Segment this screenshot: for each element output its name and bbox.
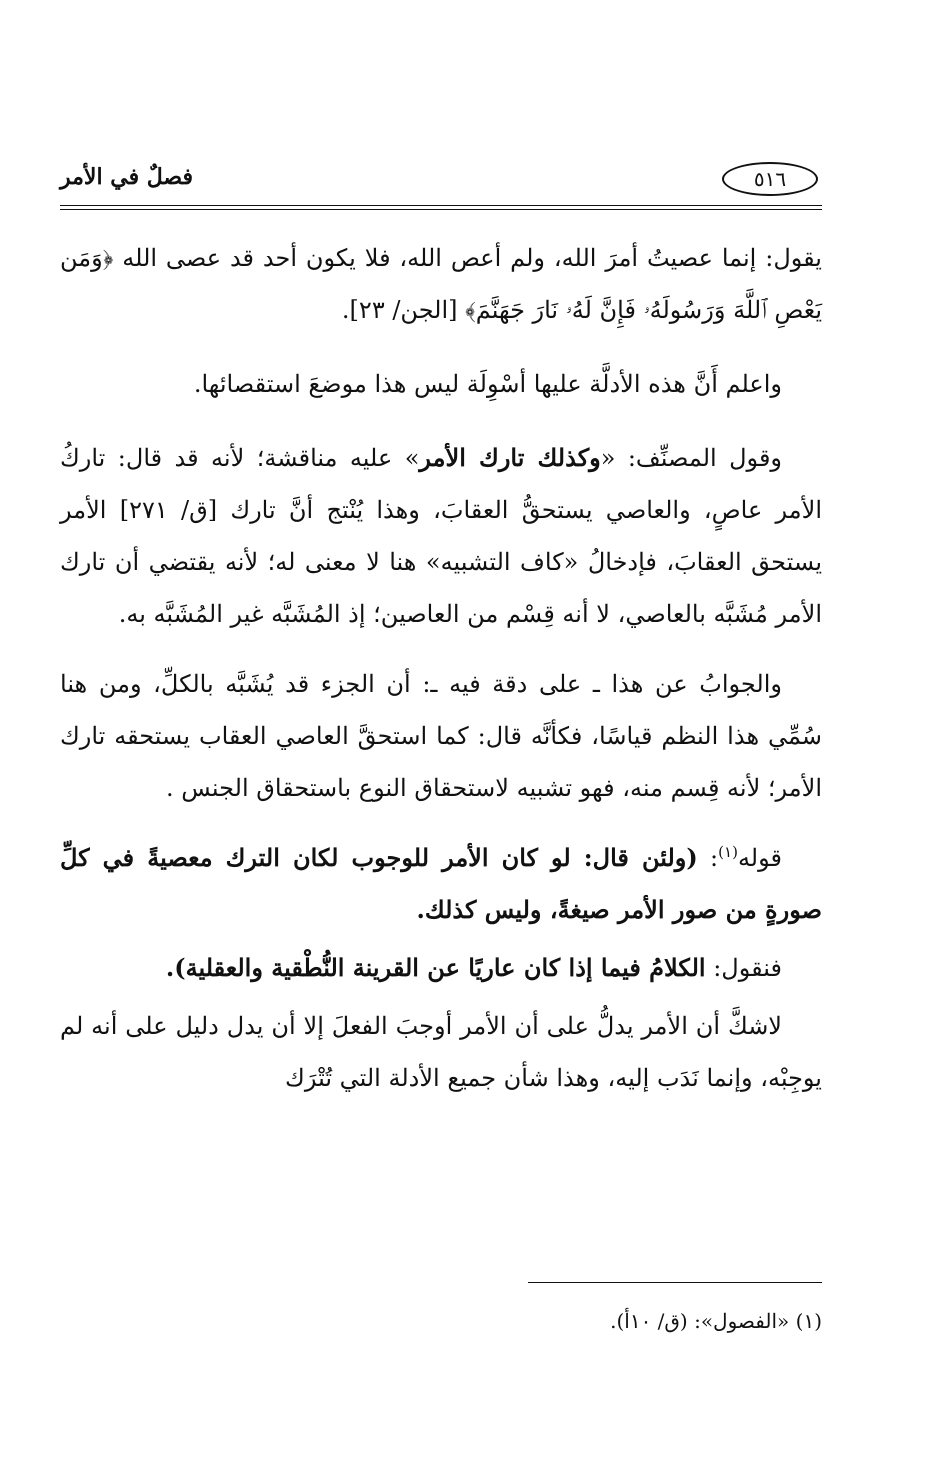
paragraph-1	[60, 232, 822, 336]
running-head	[60, 162, 822, 202]
paragraph-4: والجوابُ عن هذا ـ على دقة فيه ـ: أن الجزء قد يُشَبَّه بالكلِّ، ومن هنا سُمِّي هذا النظم قياسًا، فكأنَّه قال: كما استحقَّ العاصي العقاب يستحقه تارك الأمر؛ لأنه قِسم منه، فهو تشبيه لاستحقاق النوع باستحقاق الجنس .	[60, 670, 822, 802]
paragraph-7: لاشكَّ أن الأمر يدلُّ على أن الأمر أوجبَ الفعلَ إلا أن يدل دليل على أنه لم يوجِبْه، وإنما نَدَب إليه، وهذا شأن جميع الأدلة التي تُتْرَك	[60, 1012, 822, 1092]
verse-reference: [الجن/ ٢٣].	[341, 296, 466, 324]
paragraph-5-colon: :	[697, 844, 719, 872]
header-rule	[60, 205, 822, 210]
paragraph-1-text: يقول: إنما عصيتُ أمرَ الله، ولم أعص الله، فلا يكون أحد قد عصى الله	[122, 244, 822, 272]
chapter-title: فصلٌ في الأمر	[60, 164, 194, 190]
page-number: ٥١٦	[722, 162, 818, 196]
quoted-text-bold: (ولئن قال: لو كان الأمر للوجوب لكان الترك معصيةً في كلِّ صورةٍ من صور الأمر صيغةً، وليس كذلك.	[60, 843, 822, 924]
footnote-rule	[528, 1282, 822, 1283]
paragraph-3-lead: وقول المصنِّف: «	[600, 444, 783, 472]
footnote-marker: (١)	[718, 843, 738, 861]
quoted-phrase: وكذلك تارك الأمر	[419, 443, 601, 472]
quoted-text-bold-2: الكلامُ فيما إذا كان عاريًا عن القرينة النُّطْقية والعقلية).	[165, 953, 706, 982]
paragraph-6-lead: فنقول:	[705, 954, 782, 982]
paragraph-5-lead: قوله	[737, 844, 782, 872]
footnote-1: (١) «الفصول»: (ق/ ١٠أ).	[610, 1309, 822, 1333]
paragraph-6	[60, 942, 822, 994]
quran-verse: ﴿وَمَن يَعْصِ ٱللَّهَ وَرَسُولَهُۥ فَإِنَّ لَهُۥ نَارَ جَهَنَّمَ﴾	[60, 244, 822, 324]
paragraph-3	[60, 432, 822, 640]
paragraph-3-text: » عليه مناقشة؛ لأنه قد قال: تاركُ الأمر عاصٍ، والعاصي يستحقُّ العقابَ، وهذا يُنْتج أنَّ تارك [ق/ ٢٧١] الأمر يستحق العقابَ، فإدخالُ «كاف التشبيه» هنا لا معنى له؛ لأنه يقتضي أن تارك الأمر مُشَبَّه بالعاصي، لا أنه قِسْم من العاصين؛ إذ المُشَبَّه غير المُشَبَّه به.	[60, 444, 822, 628]
main-text	[60, 232, 822, 1104]
paragraph-5	[60, 832, 822, 936]
paragraph-2: واعلم أَنَّ هذه الأدلَّة عليها أسْوِلَة ليس هذا موضعَ استقصائها.	[193, 370, 782, 398]
